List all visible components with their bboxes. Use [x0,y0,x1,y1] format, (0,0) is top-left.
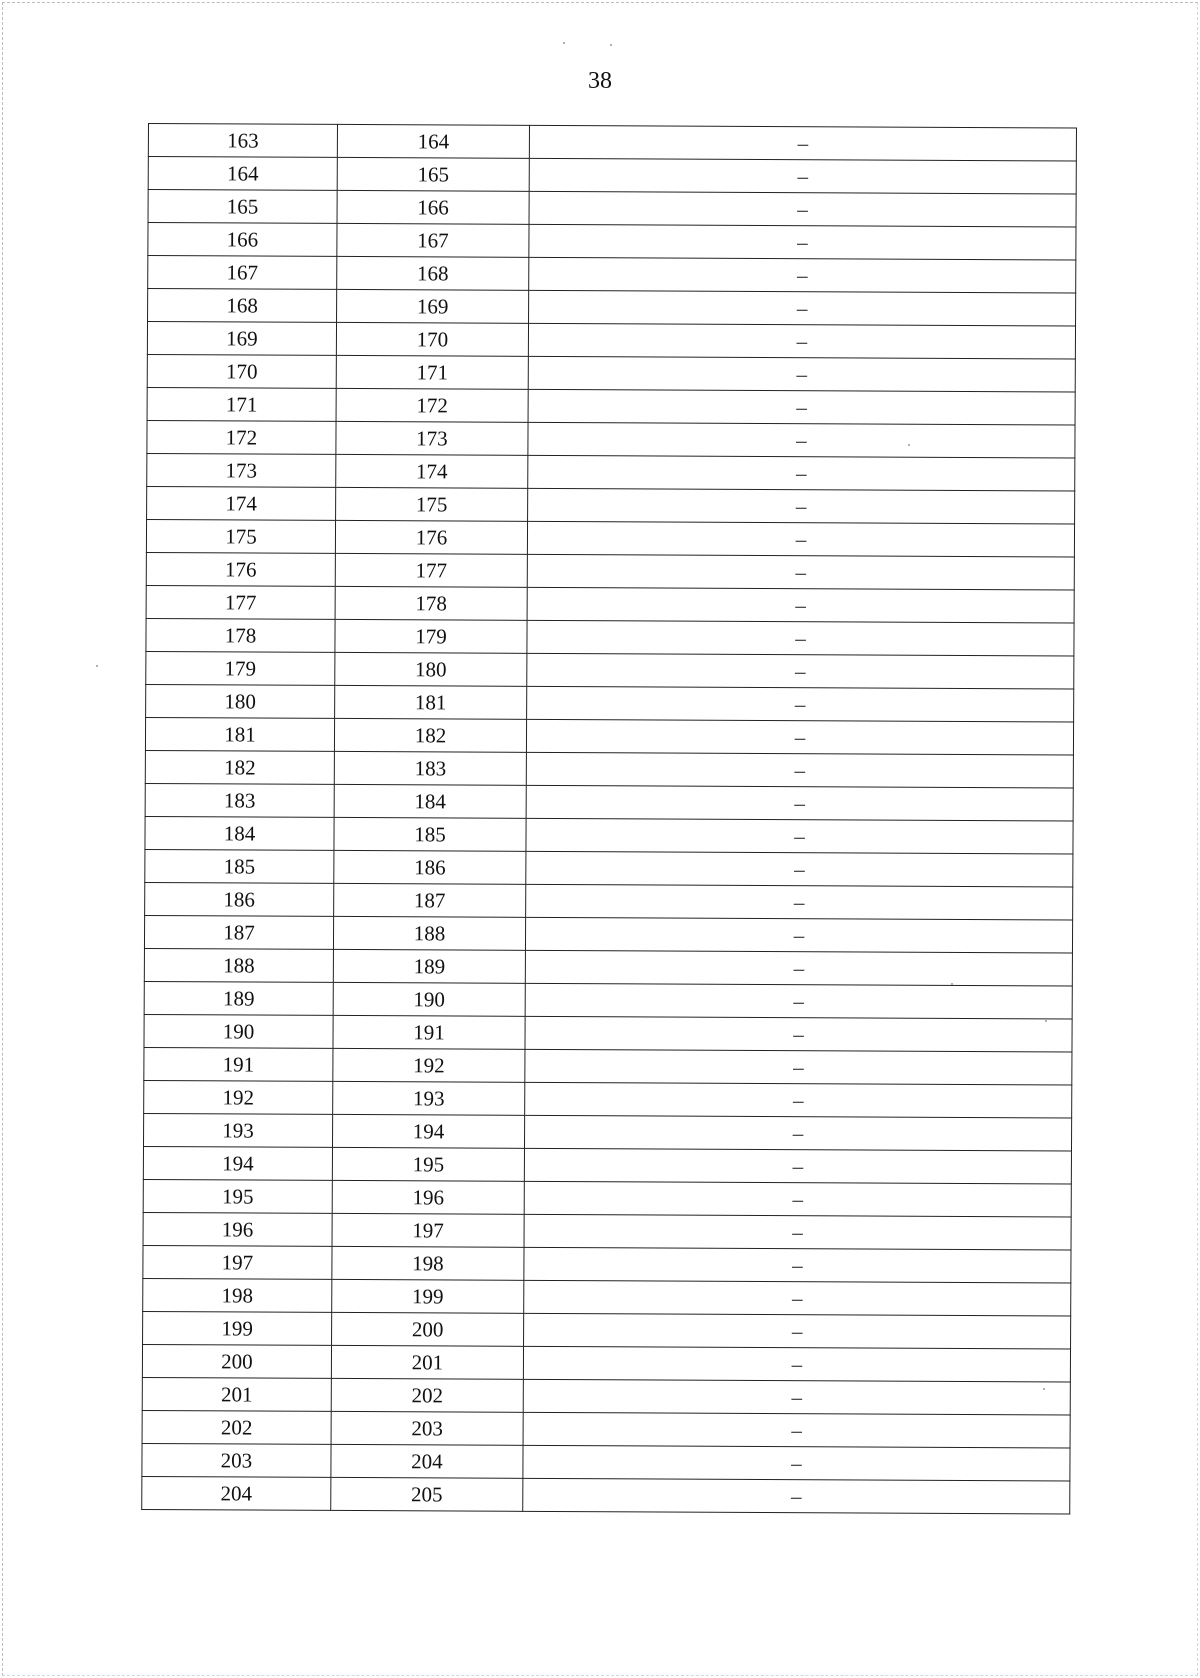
value-cell: – [528,422,1075,458]
from-value-cell: 179 [146,651,335,685]
to-value-cell: 174 [336,454,528,488]
to-value-cell: 165 [337,157,529,191]
from-value-cell: 197 [143,1245,332,1279]
to-value-cell: 186 [334,850,526,884]
table-row [145,816,1073,854]
from-value-cell: 184 [145,816,334,850]
table-row [143,1212,1071,1250]
value-cell: – [525,917,1072,953]
table-row [142,1344,1070,1382]
value-cell: – [526,752,1073,788]
table-row [142,1443,1070,1481]
table-row [146,519,1074,557]
to-value-cell: 181 [335,685,527,719]
value-cell: – [526,785,1073,821]
value-cell: – [525,983,1072,1019]
to-value-cell: 170 [336,322,528,356]
table-row [146,618,1074,656]
from-value-cell: 198 [143,1278,332,1312]
value-cell: – [528,455,1075,491]
table-row [145,882,1073,920]
to-value-cell: 204 [331,1444,523,1478]
from-value-cell: 177 [146,585,335,619]
value-cell: – [529,158,1076,194]
value-cell: – [529,290,1076,326]
to-value-cell: 182 [334,718,526,752]
to-value-cell: 191 [333,1015,525,1049]
table-row [143,1179,1071,1217]
to-value-cell: 171 [336,355,528,389]
to-value-cell: 178 [335,586,527,620]
to-value-cell: 197 [332,1213,524,1247]
value-cell: – [523,1412,1070,1448]
to-value-cell: 198 [332,1246,524,1280]
from-value-cell: 166 [148,223,337,257]
table-row [147,354,1075,392]
scan-speck [563,42,565,44]
table-row [146,585,1074,623]
to-value-cell: 201 [331,1345,523,1379]
value-cell: – [529,125,1076,161]
from-value-cell: 170 [147,354,336,388]
from-value-cell: 188 [144,948,333,982]
table-row [147,420,1075,458]
to-value-cell: 203 [331,1411,523,1445]
to-value-cell: 168 [337,256,529,290]
table-row [148,157,1076,195]
from-value-cell: 168 [148,289,337,323]
table-row [148,124,1076,162]
from-value-cell: 164 [148,157,337,191]
value-cell: – [525,950,1072,986]
table-row [147,387,1075,425]
from-value-cell: 183 [145,783,334,817]
from-value-cell: 173 [147,453,336,487]
from-value-cell: 167 [148,256,337,290]
to-value-cell: 176 [335,520,527,554]
table-row [148,223,1076,261]
value-cell: – [524,1280,1071,1316]
value-cell: – [528,389,1075,425]
from-value-cell: 189 [144,981,333,1015]
value-cell: – [524,1181,1071,1217]
value-cell: – [527,686,1074,722]
value-cell: – [526,818,1073,854]
value-cell: – [524,1148,1071,1184]
from-value-cell: 181 [145,717,334,751]
table-row [147,322,1075,360]
from-value-cell: 187 [144,915,333,949]
value-cell: – [526,719,1073,755]
from-value-cell: 195 [143,1179,332,1213]
value-cell: – [523,1478,1070,1514]
table-row [145,849,1073,887]
value-cell: – [526,851,1073,887]
to-value-cell: 172 [336,388,528,422]
from-value-cell: 186 [145,882,334,916]
table-row [144,1047,1072,1085]
from-value-cell: 169 [147,322,336,356]
to-value-cell: 199 [332,1279,524,1313]
to-value-cell: 175 [336,487,528,521]
from-value-cell: 199 [143,1311,332,1345]
value-cell: – [524,1115,1071,1151]
table-row [145,750,1073,788]
value-cell: – [527,653,1074,689]
to-value-cell: 195 [332,1147,524,1181]
to-value-cell: 183 [334,751,526,785]
to-value-cell: 205 [331,1477,523,1511]
table-row [144,981,1072,1019]
value-cell: – [525,1016,1072,1052]
table-row [144,948,1072,986]
value-cell: – [523,1445,1070,1481]
value-cell: – [528,356,1075,392]
value-cell: – [529,224,1076,260]
to-value-cell: 184 [334,784,526,818]
to-value-cell: 193 [333,1081,525,1115]
from-value-cell: 175 [146,519,335,553]
to-value-cell: 192 [333,1048,525,1082]
from-value-cell: 190 [144,1014,333,1048]
scan-speck [908,444,910,446]
value-cell: – [525,1082,1072,1118]
value-cell: – [527,587,1074,623]
value-cell: – [524,1214,1071,1250]
table-row [144,915,1072,953]
to-value-cell: 188 [333,916,525,950]
value-cell: – [525,1049,1072,1085]
from-value-cell: 174 [147,486,336,520]
from-value-cell: 193 [143,1113,332,1147]
table-row [148,289,1076,327]
from-value-cell: 176 [146,552,335,586]
to-value-cell: 173 [336,421,528,455]
table-row [144,1014,1072,1052]
table-row [145,783,1073,821]
to-value-cell: 190 [333,982,525,1016]
value-cell: – [526,884,1073,920]
from-value-cell: 194 [143,1146,332,1180]
value-cell: – [528,488,1075,524]
table-row [146,651,1074,689]
table-row [146,684,1074,722]
table-row [148,190,1076,228]
to-value-cell: 180 [335,652,527,686]
data-table-container [141,123,1076,1515]
table-row [145,717,1073,755]
to-value-cell: 200 [332,1312,524,1346]
table-row [142,1377,1070,1415]
from-value-cell: 200 [142,1344,331,1378]
from-value-cell: 163 [148,124,337,158]
to-value-cell: 185 [334,817,526,851]
from-value-cell: 204 [142,1476,331,1510]
to-value-cell: 166 [337,190,529,224]
from-value-cell: 172 [147,420,336,454]
from-value-cell: 202 [142,1410,331,1444]
to-value-cell: 177 [335,553,527,587]
value-cell: – [529,257,1076,293]
to-value-cell: 164 [337,124,529,158]
scan-speck [1043,1388,1045,1390]
scan-speck [1045,1020,1047,1022]
from-value-cell: 191 [144,1047,333,1081]
table-row [143,1245,1071,1283]
value-cell: – [528,323,1075,359]
to-value-cell: 187 [334,883,526,917]
value-cell: – [523,1379,1070,1415]
to-value-cell: 167 [337,223,529,257]
value-cell: – [527,620,1074,656]
value-cell: – [527,521,1074,557]
from-value-cell: 171 [147,387,336,421]
from-value-cell: 165 [148,190,337,224]
table-row [142,1476,1070,1514]
from-value-cell: 192 [144,1080,333,1114]
to-value-cell: 202 [331,1378,523,1412]
from-value-cell: 180 [146,684,335,718]
from-value-cell: 201 [142,1377,331,1411]
value-cell: – [524,1313,1071,1349]
table-row [143,1146,1071,1184]
table-row [143,1311,1071,1349]
value-cell: – [529,191,1076,227]
table-row [147,453,1075,491]
from-value-cell: 203 [142,1443,331,1477]
to-value-cell: 196 [332,1180,524,1214]
table-row [147,486,1075,524]
from-value-cell: 185 [145,849,334,883]
data-table [141,123,1077,1515]
table-row [146,552,1074,590]
from-value-cell: 196 [143,1212,332,1246]
from-value-cell: 178 [146,618,335,652]
from-value-cell: 182 [145,750,334,784]
table-body [142,124,1077,1515]
table-row [148,256,1076,294]
table-row [143,1113,1071,1151]
scan-speck [951,983,953,985]
value-cell: – [524,1247,1071,1283]
value-cell: – [527,554,1074,590]
to-value-cell: 179 [335,619,527,653]
table-row [144,1080,1072,1118]
page-number: 38 [588,68,612,94]
to-value-cell: 189 [333,949,525,983]
value-cell: – [523,1346,1070,1382]
scan-speck [96,665,98,667]
table-row [142,1410,1070,1448]
to-value-cell: 194 [332,1114,524,1148]
table-row [143,1278,1071,1316]
to-value-cell: 169 [337,289,529,323]
scan-speck [610,44,612,46]
